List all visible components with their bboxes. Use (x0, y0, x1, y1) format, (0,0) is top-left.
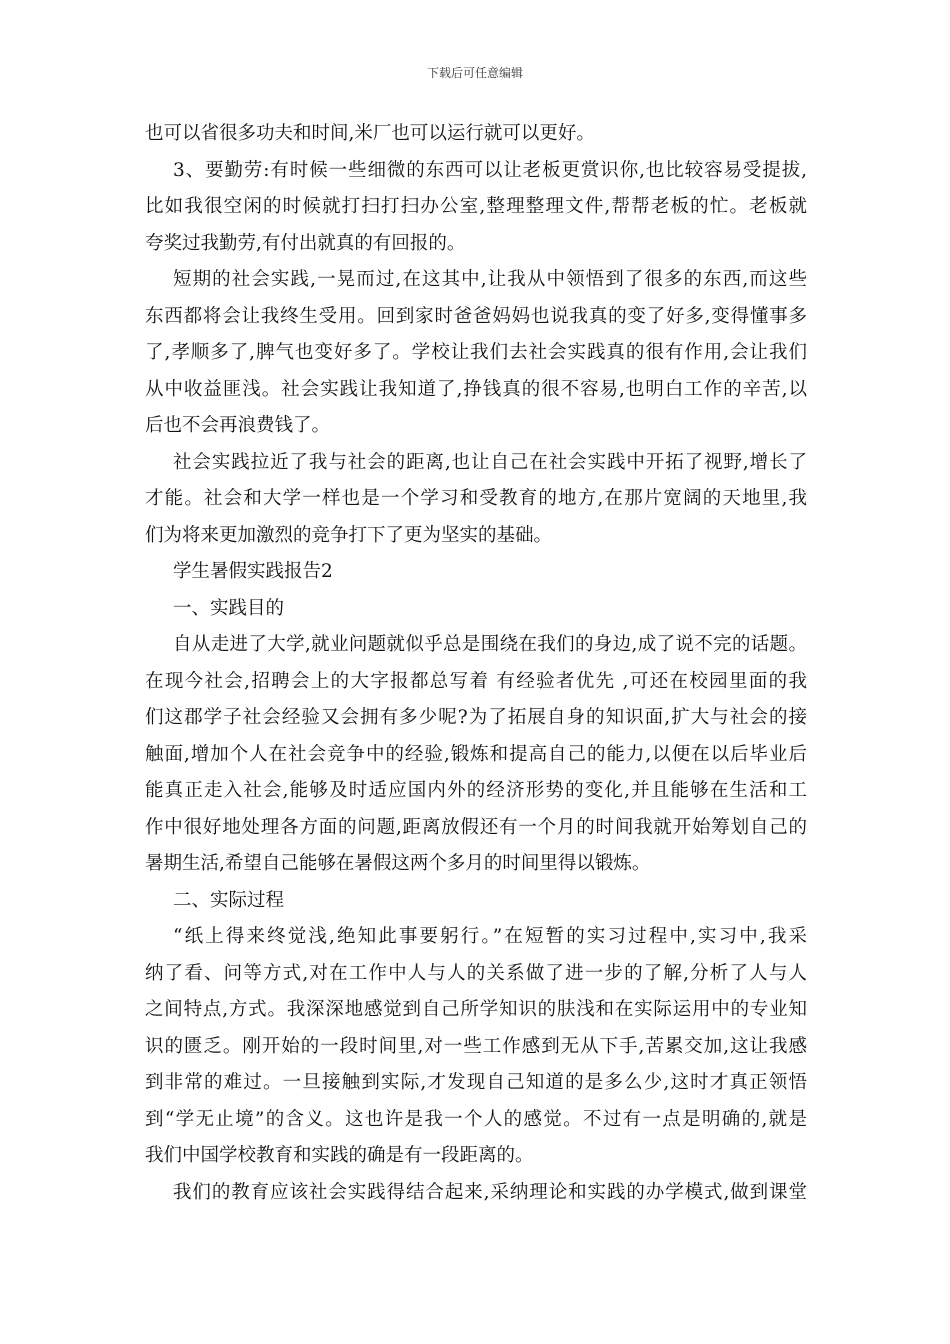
text-line: 在现今社会,招聘会上的大字报都总写着 有经验者优先 ,可还在校园里面的我 (145, 670, 807, 692)
text-line: 们这郡学子社会经验又会拥有多少呢?为了拓展自身的知识面,扩大与社会的接 (145, 707, 807, 728)
text-line: 二、实际过程 (173, 889, 285, 911)
text-line: 我们中国学校教育和实践的确是有一段距离的。 (145, 1145, 534, 1166)
document-body (145, 116, 807, 1211)
text-line: 才能。社会和大学一样也是一个学习和受教育的地方,在那片宽阔的天地里,我 (145, 488, 807, 509)
text-line: 自从走进了大学,就业问题就似乎总是围绕在我们的身边,成了说不完的话题。 (173, 634, 807, 655)
text-line: 3、要勤劳:有时候一些细微的东西可以让老板更赏识你,也比较容易受提拔, (173, 159, 807, 181)
text-line: 触面,增加个人在社会竞争中的经验,锻炼和提高自己的能力,以便在以后毕业后 (145, 743, 807, 765)
text-line: 识的匮乏。刚开始的一段时间里,对一些工作感到无从下手,苦累交加,这让我感 (145, 1035, 807, 1057)
text-line: 了,孝顺多了,脾气也变好多了。学校让我们去社会实践真的很有作用,会让我们 (145, 342, 807, 363)
text-line: 到非常的难过。一旦接触到实际,才发现自己知道的是多么少,这时才真正领悟 (145, 1072, 807, 1093)
text-line: 东西都将会让我终生受用。回到家时爸爸妈妈也说我真的变了好多,变得懂事多 (145, 305, 807, 327)
text-line: 我们的教育应该社会实践得结合起来,采纳理论和实践的办学模式,做到课堂 (173, 1181, 807, 1203)
text-line: 之间特点,方式。我深深地感觉到自己所学知识的肤浅和在实际运用中的专业知 (145, 999, 807, 1020)
text-line: 们为将来更加激烈的竞争打下了更为坚实的基础。 (145, 524, 553, 546)
text-line: 社会实践拉近了我与社会的距离,也让自己在社会实践中开拓了视野,增长了 (173, 451, 807, 473)
text-line: 到“学无止境”的含义。这也许是我一个人的感觉。不过有一点是明确的,就是 (145, 1108, 807, 1130)
text-line: 一、实践目的 (173, 597, 285, 619)
text-line: 夸奖过我勤劳,有付出就真的有回报的。 (145, 232, 466, 254)
text-line: 比如我很空闲的时候就打扫打扫办公室,整理整理文件,帮帮老板的忙。老板就 (145, 196, 807, 217)
text-line: 能真正走入社会,能够及时适应国内外的经济形势的变化,并且能够在生活和工 (145, 780, 807, 801)
text-line: 短期的社会实践,一晃而过,在这其中,让我从中领悟到了很多的东西,而这些 (173, 269, 807, 290)
text-line: 作中很好地处理各方面的问题,距离放假还有一个月的时间我就开始筹划自己的 (145, 816, 807, 838)
text-line: 学生暑假实践报告2 (173, 561, 333, 582)
text-line: 后也不会再浪费钱了。 (145, 415, 331, 436)
text-line: 从中收益匪浅。社会实践让我知道了,挣钱真的很不容易,也明白工作的辛苦,以 (145, 378, 807, 400)
text-line: 暑期生活,希望自己能够在暑假这两个多月的时间里得以锻炼。 (145, 853, 651, 874)
page-header: 下载后可任意编辑 (426, 66, 523, 80)
text-line: 纳了看、问等方式,对在工作中人与人的关系做了进一步的了解,分析了人与人 (145, 962, 807, 984)
text-line: 也可以省很多功夫和时间,米厂也可以运行就可以更好。 (145, 123, 595, 144)
text-line: “纸上得来终觉浅,绝知此事要躬行。”在短暂的实习过程中,实习中,我采 (173, 926, 807, 947)
